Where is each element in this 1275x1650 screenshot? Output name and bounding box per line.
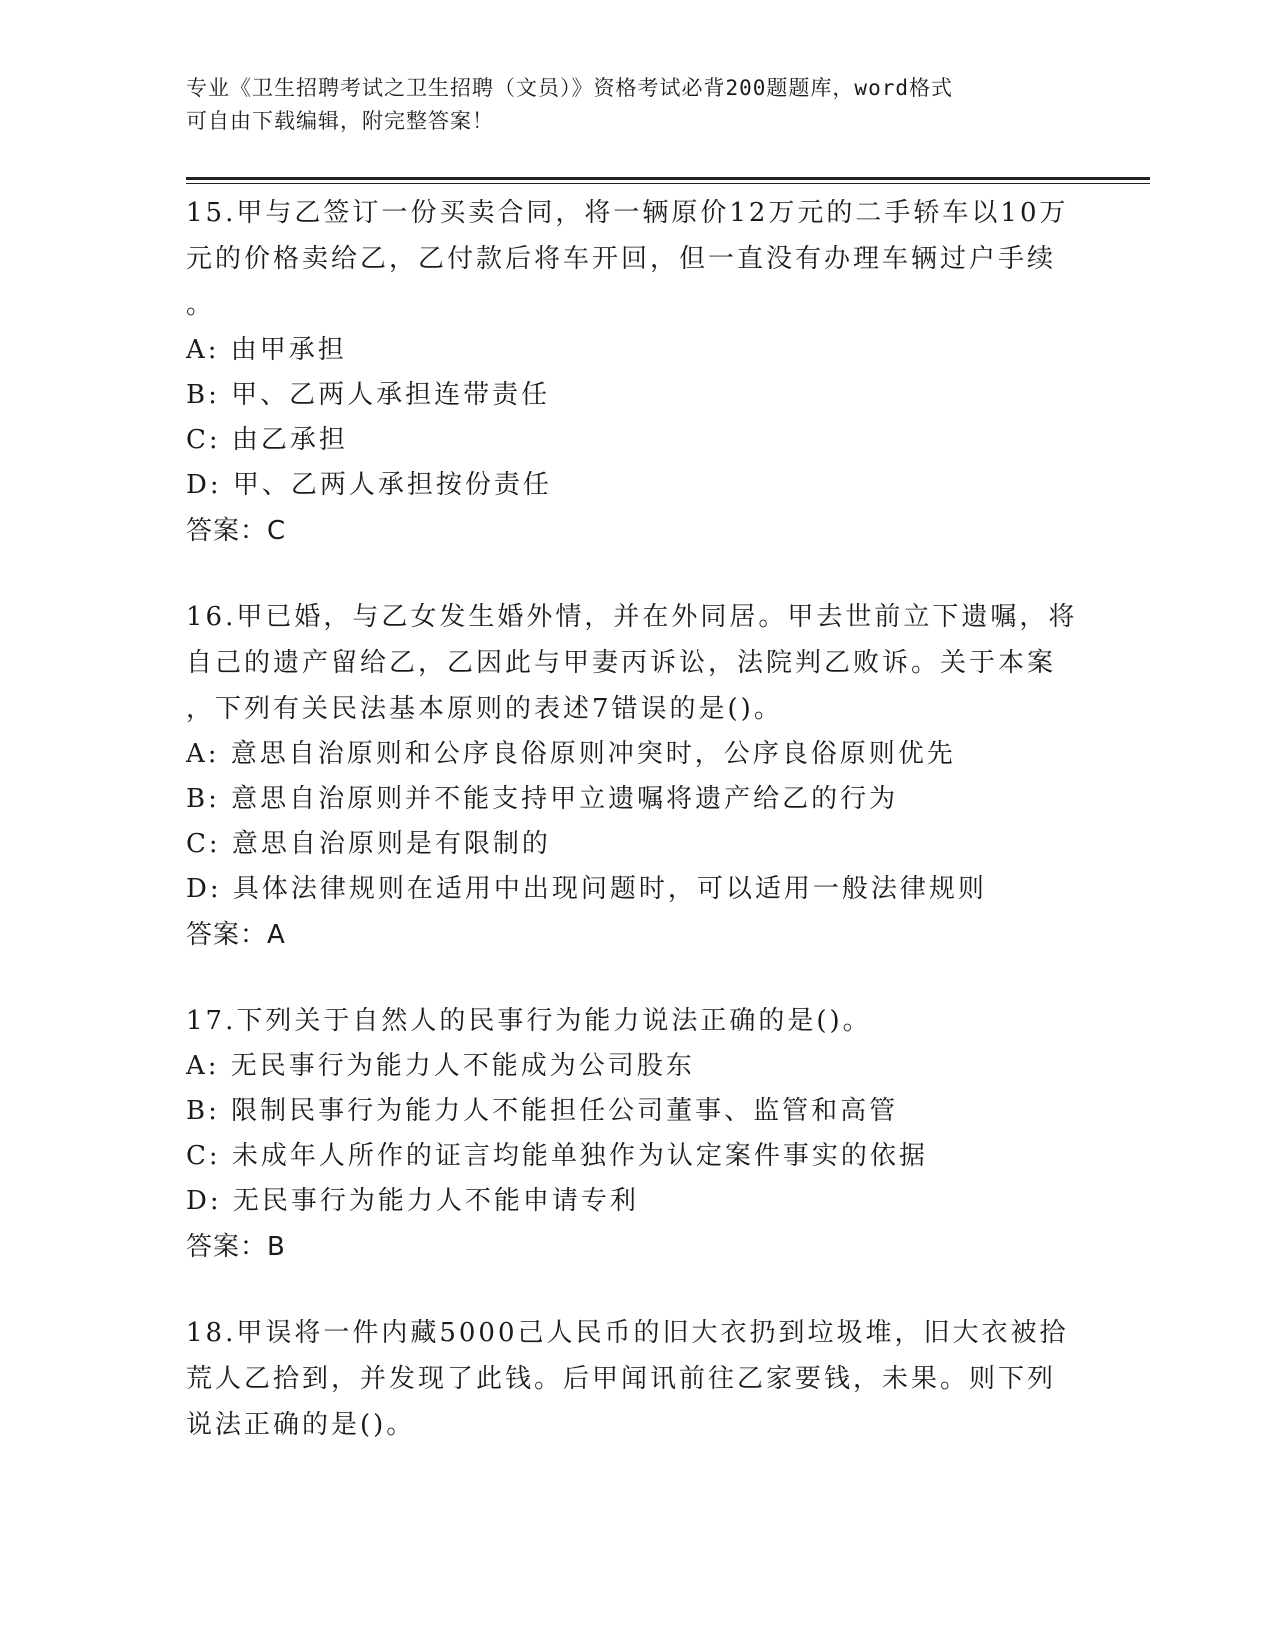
question-text-line: 。 — [186, 290, 216, 320]
option-c: C: 意思自治原则是有限制的 — [186, 829, 551, 859]
option-a: A: 意思自治原则和公序良俗原则冲突时，公序良俗原则优先 — [186, 739, 956, 769]
document-header — [186, 72, 1086, 138]
header-divider-thick — [186, 177, 1150, 180]
option-c: C: 由乙承担 — [186, 425, 348, 455]
header-divider-thin — [186, 183, 1150, 184]
question-text-line: 元的价格卖给乙，乙付款后将车开回，但一直没有办理车辆过户手续 — [186, 244, 1057, 274]
option-a: A: 由甲承担 — [186, 335, 347, 365]
question-17 — [186, 998, 1086, 1270]
option-b: B: 意思自治原则并不能支持甲立遗嘱将遗产给乙的行为 — [186, 784, 899, 814]
question-text-line: 荒人乙拾到，并发现了此钱。后甲闻讯前往乙家要钱，未果。则下列 — [186, 1364, 1057, 1394]
question-16 — [186, 594, 1086, 958]
question-list — [186, 190, 1086, 1488]
option-d: D: 具体法律规则在适用中出现问题时，可以适用一般法律规则 — [186, 874, 987, 904]
question-text-line: 说法正确的是()。 — [186, 1410, 416, 1440]
question-text-line: 15.甲与乙签订一份买卖合同，将一辆原价12万元的二手轿车以10万 — [186, 198, 1069, 228]
question-text-line: 17.下列关于自然人的民事行为能力说法正确的是()。 — [186, 1006, 872, 1036]
question-text-line: ，下列有关民法基本原则的表述7错误的是()。 — [186, 694, 783, 724]
question-15 — [186, 190, 1086, 554]
header-line-2: 可自由下载编辑，附完整答案！ — [186, 109, 494, 133]
option-b: B: 限制民事行为能力人不能担任公司董事、监管和高管 — [186, 1096, 899, 1126]
answer-label: 答案：B — [186, 1232, 286, 1262]
option-c: C: 未成年人所作的证言均能单独作为认定案件事实的依据 — [186, 1141, 928, 1171]
header-line-1: 专业《卫生招聘考试之卫生招聘（文员）》资格考试必背200题题库，word格式 — [186, 76, 953, 100]
option-d: D: 无民事行为能力人不能申请专利 — [186, 1186, 639, 1216]
option-a: A: 无民事行为能力人不能成为公司股东 — [186, 1051, 695, 1081]
option-b: B: 甲、乙两人承担连带责任 — [186, 380, 551, 410]
answer-label: 答案：A — [186, 920, 286, 950]
answer-label: 答案：C — [186, 516, 287, 546]
question-18 — [186, 1310, 1086, 1448]
question-text-line: 16.甲已婚，与乙女发生婚外情，并在外同居。甲去世前立下遗嘱，将 — [186, 602, 1078, 632]
question-text-line: 自己的遗产留给乙，乙因此与甲妻丙诉讼，法院判乙败诉。关于本案 — [186, 648, 1057, 678]
option-d: D: 甲、乙两人承担按份责任 — [186, 470, 552, 500]
question-text-line: 18.甲误将一件内藏5000己人民币的旧大衣扔到垃圾堆，旧大衣被拾 — [186, 1318, 1069, 1348]
